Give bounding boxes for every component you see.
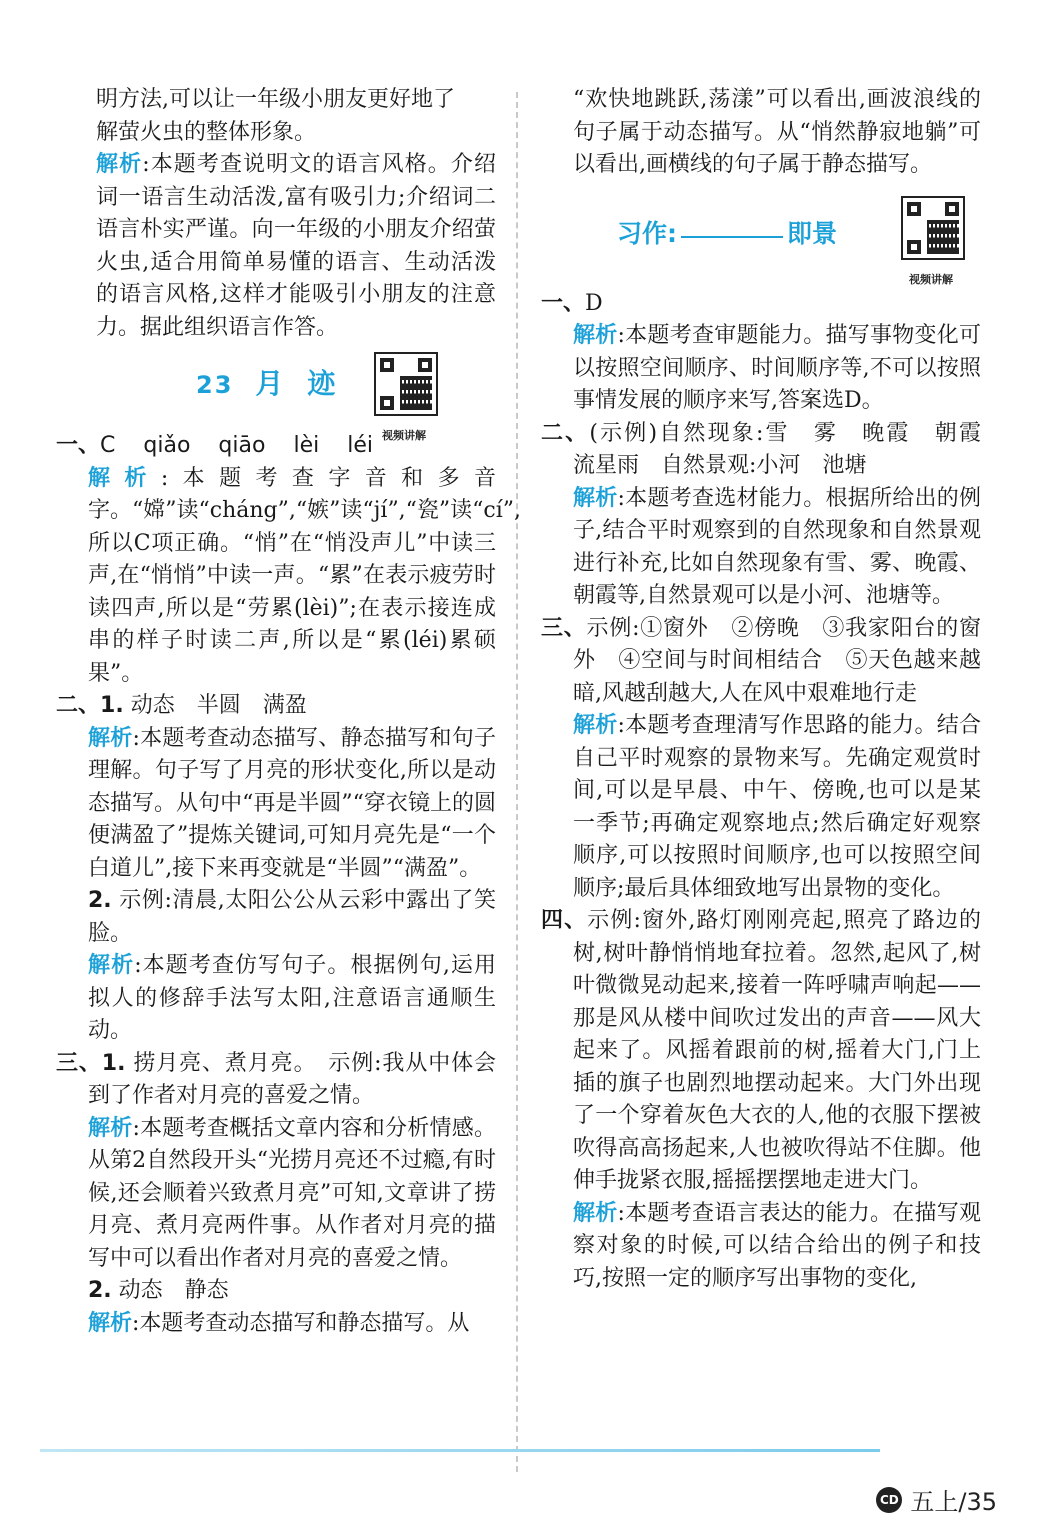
q2-1-answer [56, 690, 496, 723]
analysis-label: 解析 [96, 152, 143, 177]
page-footer [876, 1482, 997, 1517]
essay-title-blank [681, 236, 783, 238]
e3-mark: 三、 [541, 615, 587, 641]
q3-1-analysis [56, 1113, 496, 1276]
analysis-text: :本题考查动态描写、静态描写和句子理解。句子写了月亮的形状变化,所以是动态描写。从句中“再是半圆”“穿衣镜上的圆便满盈了”提炼关键词,可知月亮先是“一个白道儿”,接下来再变就是“半圆”“满盈”。 [88, 725, 496, 881]
essay-title-a: 习作: [617, 218, 677, 248]
analysis-label: 解析 [88, 953, 135, 978]
q2-1-answer-text: 动态 半圆 满盈 [130, 693, 307, 718]
essay-header [541, 192, 981, 284]
analysis-label: 解析 [88, 1310, 133, 1336]
e3-answer [541, 613, 981, 711]
e4-mark: 四、 [541, 908, 588, 933]
q2-1-num: 1. [100, 693, 124, 718]
analysis-label: 解析 [573, 323, 618, 348]
q3-2-num: 2. [88, 1278, 112, 1303]
q2-2-analysis [56, 950, 496, 1048]
right-column [541, 84, 1003, 1295]
analysis-label: 解析 [88, 465, 161, 491]
q2-1-analysis [56, 723, 496, 886]
qr-code-icon[interactable] [374, 352, 438, 416]
e2-analysis [541, 483, 981, 613]
e4-answer [541, 905, 981, 1198]
lesson-title [196, 368, 337, 402]
q1-pinyin-3: lèi [293, 433, 320, 458]
q2-2-answer [56, 885, 496, 950]
analysis-text: :本题考查字音和多音字。“嫦”读“cháng”,“嫉”读“jí”,“瓷”读“cí”,所以C项正确。“悄”在“悄没声儿”中读三声,在“悄悄”中读一声。“累”在表示疲劳时读四声,所以是“劳累(lèi)”;在表示接连成串的样子时读二声,所以是“累(léi)累硕果”。 [88, 465, 522, 686]
q1-pinyin-4: léi [347, 433, 373, 458]
analysis-text: :本题考查审题能力。描写事物变化可以按照空间顺序、时间顺序等,不可以按照事情发展的顺序来写,答案选D。 [573, 323, 981, 413]
left-column [56, 84, 522, 1340]
e2-mark: 二、 [541, 420, 590, 446]
e4-answer-text: 示例:窗外,路灯刚刚亮起,照亮了路边的树,树叶静悄悄地耷拉着。忽然,起风了,树叶微微晃动起来,接着一阵呼啸声响起——那是风从楼中间吹过发出的声音——风大起来了。风摇着跟前的树,摇着大门,门上插的旗子也剧烈地摆动起来。大门外出现了一个穿着灰色大衣的人,他的衣服下摆被吹得高高扬起来,人也被吹得站不住脚。他伸手拢紧衣服,摇摇摆摆地走进大门。 [573, 908, 981, 1193]
q3-2-answer-text: 动态 静态 [118, 1278, 229, 1303]
q3-2-analysis [56, 1308, 496, 1341]
analysis-text: :本题考查说明文的语言风格。介绍词一语言生动活泼,富有吸引力;介绍词二语言朴实严谨。向一年级的小朋友介绍萤火虫,适合用简单易懂的语言、生动活泼的语言风格,这样才能吸引小朋友的注意力。据此组织语言作答。 [96, 152, 496, 340]
analysis-label: 解析 [573, 485, 618, 511]
q3-1-answer-text: 捞月亮、煮月亮。 示例:我从中体会到了作者对月亮的喜爱之情。 [88, 1050, 496, 1108]
analysis-text: :本题考查选材能力。根据所给出的例子,结合平时观察到的自然现象和自然景观进行补充,比如自然现象有雪、雾、晚霞、朝霞等,自然景观可以是小河、池塘等。 [573, 485, 981, 608]
e3-analysis [541, 710, 981, 905]
intro-line-1: 明方法,可以让一年级小朋友更好地了 [96, 87, 455, 112]
essay-title [617, 218, 837, 251]
qr-code-icon[interactable] [901, 196, 965, 260]
q1-analysis [56, 463, 522, 691]
analysis-text: :本题考查理清写作思路的能力。结合自己平时观察的景物来写。先确定观赏时间,可以是早晨、中午、傍晚,也可以是某一季节;再确定观察地点;然后确定好观察顺序,可以按照时间顺序,也可以按照空间顺序;最后具体细致地写出景物的变化。 [573, 713, 981, 901]
analysis-text: :本题考查语言表达的能力。在描写观察对象的时候,可以结合给出的例子和技巧,按照一定的顺序写出事物的变化, [573, 1200, 981, 1291]
q3-2-answer [56, 1275, 496, 1308]
q3-1-answer [56, 1048, 496, 1113]
e1-answer-text: D [585, 290, 603, 316]
analysis-label: 解析 [573, 713, 618, 738]
e1-mark: 一、 [541, 290, 586, 316]
essay-title-b: 即景 [787, 218, 838, 248]
analysis-label: 解析 [88, 1115, 133, 1141]
q1-pinyin-1: qiǎo [143, 433, 191, 458]
lesson-title-b: 迹 [307, 367, 338, 400]
lesson-title-a: 月 [255, 367, 286, 400]
analysis-label: 解析 [573, 1200, 618, 1226]
qr-label: 视频讲解 [909, 272, 953, 286]
analysis-text: :本题考查动态描写和静态描写。从 [132, 1310, 470, 1336]
q2-2-answer-text: 示例:清晨,太阳公公从云彩中露出了笑脸。 [88, 888, 496, 946]
page-number: 五上/35 [910, 1488, 997, 1516]
q1-answer [56, 430, 496, 463]
q2-2-num: 2. [88, 888, 112, 913]
q3-mark: 三、 [56, 1050, 102, 1076]
e2-answer-text: (示例)自然现象:雪 雾 晚霞 朝霞 流星雨 自然景观:小河 池塘 [573, 420, 1003, 478]
column-divider [516, 92, 518, 1472]
lesson-header [56, 352, 496, 442]
qr-label: 视频讲解 [382, 429, 426, 442]
e3-answer-text: 示例:①窗外 ②傍晚 ③我家阳台的窗外 ④空间与时间相结合 ⑤天色越来越暗,风越刮越大,人在风中艰难地行走 [573, 615, 981, 706]
intro-line-2: 解萤火虫的整体形象。 [96, 119, 317, 145]
q1-answer-letter: C [100, 433, 116, 458]
e4-analysis [541, 1198, 981, 1296]
intro-analysis [56, 149, 496, 344]
analysis-text: :本题考查仿写句子。根据例句,运用拟人的修辞手法写太阳,注意语言通顺生动。 [88, 953, 496, 1043]
analysis-text: :本题考查概括文章内容和分析情感。从第2自然段开头“光捞月亮还不过瘾,有时候,还会顺着兴致煮月亮”可知,文章讲了捞月亮、煮月亮两件事。从作者对月亮的描写中可以看出作者对月亮的喜爱之情。 [88, 1115, 496, 1271]
analysis-label: 解析 [88, 725, 133, 751]
q2-mark: 二、 [56, 693, 101, 718]
q1-pinyin-2: qiāo [218, 433, 266, 458]
q3-1-num: 1. [101, 1050, 126, 1076]
cd-badge-icon: CD [876, 1487, 902, 1513]
e1-analysis [541, 320, 981, 418]
footer-rule [40, 1449, 880, 1452]
continued-analysis: “欢快地跳跃,荡漾”可以看出,画波浪线的句子属于动态描写。从“悄然静寂地躺”可以看出,画横线的句子属于静态描写。 [573, 87, 981, 177]
q1-mark: 一、 [56, 433, 101, 458]
lesson-number: 23 [196, 371, 234, 399]
e2-answer [541, 418, 1003, 483]
